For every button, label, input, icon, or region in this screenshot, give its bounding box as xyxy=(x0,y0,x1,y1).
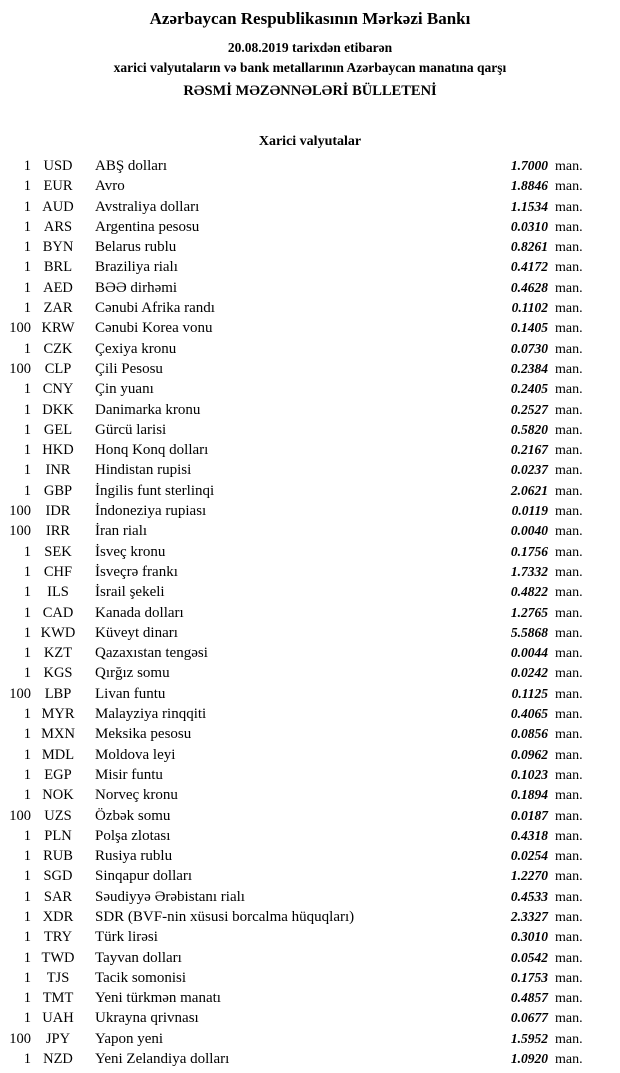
currency-name: Moldova leyi xyxy=(95,746,176,763)
currency-quantity: 1 xyxy=(23,665,31,682)
currency-quantity: 1 xyxy=(23,888,31,905)
currency-quantity: 1 xyxy=(23,787,31,804)
rate-value: 0.0187 xyxy=(510,807,548,823)
unit-label: man. xyxy=(555,280,583,296)
rate-row xyxy=(0,603,620,623)
currency-name: Hindistan rupisi xyxy=(95,462,192,479)
currency-code: KGS xyxy=(43,665,73,682)
currency-quantity: 1 xyxy=(23,442,31,459)
unit-label: man. xyxy=(555,605,583,621)
rate-value: 0.5820 xyxy=(510,421,548,437)
currency-code: GBP xyxy=(43,482,73,499)
currency-name: Rusiya rublu xyxy=(95,848,173,865)
rate-row xyxy=(0,907,620,927)
bulletin-header xyxy=(0,7,620,102)
unit-label: man. xyxy=(555,930,583,946)
currency-code: EUR xyxy=(43,178,73,195)
currency-code: BRL xyxy=(43,259,73,276)
rate-row xyxy=(0,339,620,359)
rate-row xyxy=(0,1008,620,1028)
rate-value: 1.5952 xyxy=(510,1030,548,1046)
rate-value: 0.2384 xyxy=(510,360,548,376)
unit-label: man. xyxy=(555,382,583,398)
currency-name: Kanada dolları xyxy=(95,604,184,621)
rate-row xyxy=(0,298,620,318)
currency-quantity: 1 xyxy=(23,563,31,580)
unit-label: man. xyxy=(555,564,583,580)
rate-value: 0.0730 xyxy=(510,340,548,356)
rate-value: 0.0237 xyxy=(510,462,548,478)
rate-value: 0.1894 xyxy=(510,787,548,803)
rate-row xyxy=(0,1029,620,1049)
rate-value: 0.1753 xyxy=(510,969,548,985)
currency-code: CHF xyxy=(43,563,73,580)
unit-label: man. xyxy=(555,788,583,804)
rate-row xyxy=(0,846,620,866)
currency-name: Çexiya kronu xyxy=(95,340,177,357)
unit-label: man. xyxy=(555,240,583,256)
rate-row xyxy=(0,663,620,683)
currency-quantity: 1 xyxy=(23,543,31,560)
rate-row xyxy=(0,359,620,379)
currency-code: UZS xyxy=(44,807,72,824)
currency-quantity: 1 xyxy=(23,604,31,621)
currency-name: Malayziya rinqqiti xyxy=(95,706,207,723)
rate-row xyxy=(0,643,620,663)
currency-name: Gürcü larisi xyxy=(95,421,167,438)
currency-quantity: 1 xyxy=(23,726,31,743)
currency-quantity: 1 xyxy=(23,158,31,174)
currency-quantity: 1 xyxy=(23,482,31,499)
currency-quantity: 100 xyxy=(9,360,31,377)
currency-name: Avstraliya dolları xyxy=(95,198,200,215)
rate-row xyxy=(0,826,620,846)
currency-name: Misir funtu xyxy=(95,766,163,783)
currency-code: INR xyxy=(45,462,71,479)
currency-name: Ukrayna qrivnası xyxy=(95,1010,199,1027)
currency-code: NZD xyxy=(43,1051,73,1068)
currency-name: Honq Konq dolları xyxy=(95,442,209,459)
currency-quantity: 1 xyxy=(23,1010,31,1027)
unit-label: man. xyxy=(555,808,583,824)
currency-quantity: 100 xyxy=(9,503,31,520)
rate-value: 0.0542 xyxy=(510,949,548,965)
currency-quantity: 1 xyxy=(23,645,31,662)
unit-label: man. xyxy=(555,341,583,357)
currency-code: JPY xyxy=(45,1030,71,1047)
rate-value: 1.7332 xyxy=(510,563,548,579)
rate-value: 0.4172 xyxy=(510,259,548,275)
currency-quantity: 100 xyxy=(9,1030,31,1047)
currency-code: TWD xyxy=(41,949,75,966)
currency-name: Livan funtu xyxy=(95,685,166,702)
rate-row xyxy=(0,887,620,907)
rate-value: 1.0920 xyxy=(510,1051,548,1067)
currency-quantity: 1 xyxy=(23,462,31,479)
rate-row xyxy=(0,866,620,886)
unit-label: man. xyxy=(555,747,583,763)
currency-name: Danimarka kronu xyxy=(95,401,201,418)
currency-name: İngilis funt sterlinqi xyxy=(95,482,215,499)
rate-value: 0.1023 xyxy=(510,766,548,782)
rate-value: 2.0621 xyxy=(510,482,548,498)
currency-code: IDR xyxy=(45,503,71,520)
rate-row xyxy=(0,684,620,704)
currency-name: İsveçrə frankı xyxy=(95,563,178,580)
unit-label: man. xyxy=(555,402,583,418)
currency-name: Norveç kronu xyxy=(95,787,178,804)
rate-row xyxy=(0,582,620,602)
currency-code: TRY xyxy=(43,929,73,946)
currency-quantity: 1 xyxy=(23,929,31,946)
rate-value: 1.8846 xyxy=(510,178,548,194)
rate-value: 1.7000 xyxy=(510,158,548,173)
unit-label: man. xyxy=(555,524,583,540)
currency-name: Küveyt dinarı xyxy=(95,624,178,641)
unit-label: man. xyxy=(555,585,583,601)
currency-code: USD xyxy=(43,158,73,174)
rate-row xyxy=(0,704,620,724)
currency-name: Meksika pesosu xyxy=(95,726,192,743)
currency-quantity: 1 xyxy=(23,401,31,418)
currency-code: AUD xyxy=(42,198,74,215)
currency-quantity: 1 xyxy=(23,198,31,215)
currency-code: CNY xyxy=(42,381,74,398)
effective-date-line: 20.08.2019 tarixdən etibarən xyxy=(227,40,393,55)
rate-value: 0.8261 xyxy=(510,239,548,255)
unit-label: man. xyxy=(555,686,583,702)
rate-row xyxy=(0,1049,620,1069)
currency-code: CAD xyxy=(42,604,74,621)
currency-quantity: 1 xyxy=(23,990,31,1007)
unit-label: man. xyxy=(555,321,583,337)
rate-row xyxy=(0,197,620,217)
unit-label: man. xyxy=(555,970,583,986)
currency-quantity: 1 xyxy=(23,969,31,986)
currency-code: SGD xyxy=(43,868,73,885)
currency-quantity: 1 xyxy=(23,624,31,641)
currency-quantity: 100 xyxy=(9,807,31,824)
rate-row xyxy=(0,156,620,176)
currency-name: Sinqapur dolları xyxy=(95,868,193,885)
currency-name: SDR (BVF-nin xüsusi borcalma hüquqları) xyxy=(95,908,355,925)
unit-label: man. xyxy=(555,727,583,743)
unit-label: man. xyxy=(555,889,583,905)
currency-code: IRR xyxy=(45,523,71,540)
currency-name: İndoneziya rupiası xyxy=(95,503,207,520)
currency-name: Səudiyyə Ərəbistanı rialı xyxy=(95,888,245,905)
rate-value: 2.3327 xyxy=(510,908,548,924)
currency-code: MYR xyxy=(41,706,75,723)
unit-label: man. xyxy=(555,422,583,438)
currency-quantity: 1 xyxy=(23,827,31,844)
currency-code: TJS xyxy=(46,969,70,986)
currency-quantity: 1 xyxy=(23,218,31,235)
currency-name: Yapon yeni xyxy=(95,1030,164,1047)
rate-row xyxy=(0,542,620,562)
currency-name: Polşa zlotası xyxy=(95,827,171,844)
rate-row xyxy=(0,176,620,196)
unit-label: man. xyxy=(555,707,583,723)
rate-value: 0.1756 xyxy=(510,543,548,559)
rate-row xyxy=(0,217,620,237)
currency-quantity: 1 xyxy=(23,1051,31,1068)
currency-name: Braziliya rialı xyxy=(95,259,178,276)
rates-table xyxy=(0,156,620,1069)
unit-label: man. xyxy=(555,219,583,235)
rate-value: 0.4857 xyxy=(510,990,548,1006)
currency-quantity: 1 xyxy=(23,766,31,783)
currency-code: MXN xyxy=(41,726,75,743)
currency-name: Qazaxıstan tengəsi xyxy=(95,645,208,662)
rate-row xyxy=(0,521,620,541)
currency-name: Türk lirəsi xyxy=(95,929,158,946)
currency-code: SEK xyxy=(44,543,72,560)
unit-label: man. xyxy=(555,828,583,844)
currency-code: ARS xyxy=(43,218,73,235)
rate-value: 0.2405 xyxy=(510,381,548,397)
currency-quantity: 100 xyxy=(9,523,31,540)
currency-name: Argentina pesosu xyxy=(95,218,200,235)
rate-row xyxy=(0,968,620,988)
unit-label: man. xyxy=(555,260,583,276)
currency-quantity: 1 xyxy=(23,300,31,317)
rate-row xyxy=(0,278,620,298)
currency-name: Avro xyxy=(95,178,125,195)
unit-label: man. xyxy=(555,625,583,641)
currency-quantity: 1 xyxy=(23,239,31,256)
currency-quantity: 1 xyxy=(23,706,31,723)
currency-quantity: 1 xyxy=(23,178,31,195)
rate-row xyxy=(0,562,620,582)
rate-value: 0.4628 xyxy=(510,279,548,295)
currency-name: Tacik somonisi xyxy=(95,969,187,986)
currency-quantity: 1 xyxy=(23,868,31,885)
rate-value: 0.0040 xyxy=(510,523,548,539)
rate-row xyxy=(0,623,620,643)
currency-quantity: 100 xyxy=(9,685,31,702)
rate-row xyxy=(0,988,620,1008)
currency-code: GEL xyxy=(43,421,73,438)
section-title-foreign-currencies: Xarici valyutalar xyxy=(258,134,362,149)
unit-label: man. xyxy=(555,991,583,1007)
rate-row xyxy=(0,948,620,968)
bank-title: Azərbaycan Respublikasının Mərkəzi Bankı xyxy=(149,9,471,28)
currency-code: CLP xyxy=(44,360,72,377)
rate-value: 0.1125 xyxy=(511,685,548,701)
rate-value: 0.0119 xyxy=(511,503,548,519)
rate-row xyxy=(0,237,620,257)
unit-label: man. xyxy=(555,1031,583,1047)
rate-row xyxy=(0,501,620,521)
currency-code: XDR xyxy=(42,908,74,925)
rate-value: 1.1534 xyxy=(510,198,548,214)
rate-row xyxy=(0,806,620,826)
currency-quantity: 1 xyxy=(23,279,31,296)
unit-label: man. xyxy=(555,849,583,865)
currency-code: ILS xyxy=(47,584,69,601)
unit-label: man. xyxy=(555,1052,583,1068)
unit-label: man. xyxy=(555,483,583,499)
currency-name: Çin yuanı xyxy=(95,381,154,398)
currency-code: EGP xyxy=(44,766,72,783)
rate-row xyxy=(0,745,620,765)
rate-value: 0.0677 xyxy=(510,1010,548,1026)
rate-value: 1.2765 xyxy=(510,604,548,620)
currency-name: Özbək somu xyxy=(95,807,171,824)
currency-name: Tayvan dolları xyxy=(95,949,182,966)
rate-value: 0.2167 xyxy=(510,442,548,458)
rate-row xyxy=(0,460,620,480)
rate-value: 0.4318 xyxy=(510,827,548,843)
rate-value: 0.0310 xyxy=(510,218,548,234)
unit-label: man. xyxy=(555,159,583,174)
rate-row xyxy=(0,481,620,501)
unit-label: man. xyxy=(555,199,583,215)
currency-code: TMT xyxy=(42,990,74,1007)
rate-row xyxy=(0,379,620,399)
rate-row xyxy=(0,724,620,744)
unit-label: man. xyxy=(555,950,583,966)
unit-label: man. xyxy=(555,1011,583,1027)
unit-label: man. xyxy=(555,463,583,479)
currency-code: RUB xyxy=(43,848,73,865)
currency-code: ZAR xyxy=(43,300,73,317)
currency-quantity: 1 xyxy=(23,340,31,357)
currency-name: Qırğız somu xyxy=(95,665,170,682)
unit-label: man. xyxy=(555,179,583,195)
currency-quantity: 1 xyxy=(23,421,31,438)
currency-quantity: 1 xyxy=(23,746,31,763)
rate-value: 0.4822 xyxy=(510,584,548,600)
rate-row xyxy=(0,257,620,277)
currency-name: Cənubi Afrika randı xyxy=(95,300,215,317)
rate-value: 1.2270 xyxy=(510,868,548,884)
currency-quantity: 1 xyxy=(23,584,31,601)
rate-value: 0.4533 xyxy=(510,888,548,904)
currency-quantity: 1 xyxy=(23,259,31,276)
bulletin-subtitle: xarici valyutaların və bank metallarının Azərbaycan manatına qarşı xyxy=(113,60,507,75)
unit-label: man. xyxy=(555,767,583,783)
unit-label: man. xyxy=(555,301,583,317)
rate-row xyxy=(0,400,620,420)
rate-row xyxy=(0,765,620,785)
rate-value: 0.1405 xyxy=(510,320,548,336)
rate-row xyxy=(0,440,620,460)
currency-code: KWD xyxy=(40,624,76,641)
currency-name: ABŞ dolları xyxy=(95,158,168,174)
currency-code: DKK xyxy=(42,401,74,418)
currency-code: PLN xyxy=(44,827,72,844)
currency-code: MDL xyxy=(41,746,75,763)
unit-label: man. xyxy=(555,443,583,459)
unit-label: man. xyxy=(555,666,583,682)
currency-quantity: 1 xyxy=(23,949,31,966)
currency-code: CZK xyxy=(43,340,73,357)
currency-quantity: 1 xyxy=(23,848,31,865)
currency-name: İsveç kronu xyxy=(95,543,166,560)
rate-value: 0.0856 xyxy=(510,726,548,742)
currency-code: KRW xyxy=(41,320,75,337)
currency-quantity: 1 xyxy=(23,381,31,398)
currency-name: Yeni Zelandiya dolları xyxy=(95,1051,230,1068)
currency-name: İsrail şekeli xyxy=(95,584,165,601)
currency-code: UAH xyxy=(42,1010,74,1027)
unit-label: man. xyxy=(555,361,583,377)
rate-value: 0.0254 xyxy=(510,848,548,864)
currency-name: BƏƏ dirhəmi xyxy=(95,279,178,296)
currency-code: LBP xyxy=(44,685,72,702)
rate-value: 5.5868 xyxy=(510,624,548,640)
currency-code: KZT xyxy=(43,645,73,662)
rate-value: 0.4065 xyxy=(510,706,548,722)
rate-row xyxy=(0,420,620,440)
unit-label: man. xyxy=(555,909,583,925)
unit-label: man. xyxy=(555,869,583,885)
currency-quantity: 1 xyxy=(23,908,31,925)
rate-value: 0.1102 xyxy=(511,300,548,316)
currency-code: BYN xyxy=(42,239,74,256)
currency-code: NOK xyxy=(42,787,74,804)
rate-value: 0.0044 xyxy=(510,645,548,661)
rate-row xyxy=(0,318,620,338)
rate-value: 0.2527 xyxy=(510,401,548,417)
currency-code: SAR xyxy=(43,888,73,905)
rate-value: 0.3010 xyxy=(510,929,548,945)
bulletin-title: RƏSMİ MƏZƏNNƏLƏRİ BÜLLETENİ xyxy=(183,83,437,99)
unit-label: man. xyxy=(555,646,583,662)
currency-code: HKD xyxy=(42,442,74,459)
rate-row xyxy=(0,785,620,805)
unit-label: man. xyxy=(555,504,583,520)
currency-code: AED xyxy=(43,279,73,296)
currency-name: Çili Pesosu xyxy=(95,360,163,377)
unit-label: man. xyxy=(555,544,583,560)
currency-name: Cənubi Korea vonu xyxy=(95,320,213,337)
currency-name: Yeni türkmən manatı xyxy=(95,990,221,1007)
currency-name: Belarus rublu xyxy=(95,239,177,256)
rate-value: 0.0242 xyxy=(510,665,548,681)
currency-quantity: 100 xyxy=(9,320,31,337)
currency-name: İran rialı xyxy=(95,523,148,540)
rate-row xyxy=(0,927,620,947)
rate-value: 0.0962 xyxy=(510,746,548,762)
